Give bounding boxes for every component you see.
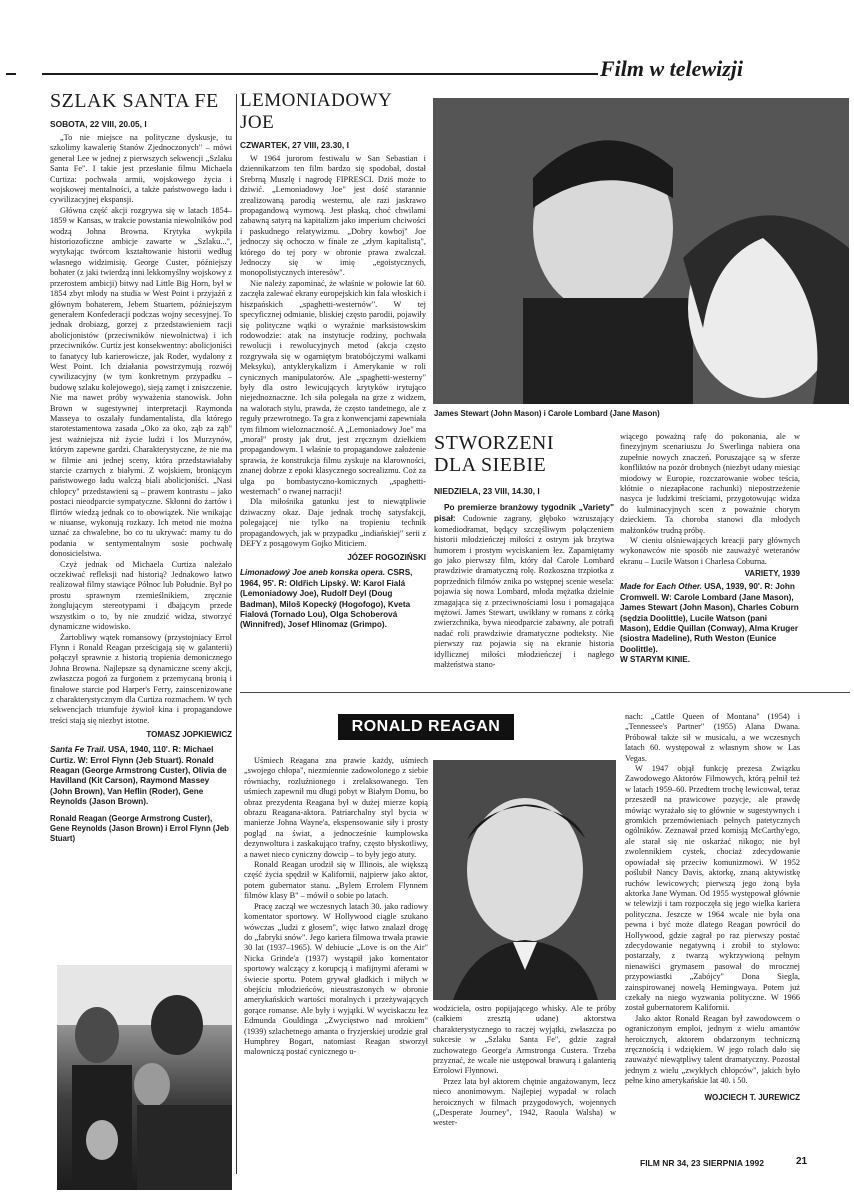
reagan-col3 [625,712,800,1102]
lemoniadowy-author: JÓZEF ROGOZIŃSKI [347,553,426,563]
section-divider [240,692,850,693]
stworzeni-paragraph: W cieniu olśniewających kreacji pary głównych wykonawców nie sposób nie zauważyć weteranów ekranu – Lucile Watson i Charlesa Coburna. [620,536,800,566]
reagan-col2 [433,1004,616,1129]
reagan-title: RONALD REAGAN [351,718,501,735]
stworzeni-paragraph: Cudownie zagrany, głęboko wzruszający komediodramat, będący szczęśliwym połączeniem historii młodzieńczej miłości z ostrym jak brzytwa humorem i prostym wyciskaniem łez. Zapamiętamy go jako pierwszy film, który dał Carole Lombard prawdziwie dramatyczną rolę. Rozkoszna trzpiotka z poprzednich filmów znika po wstępnej scenie wesela: pojawia się nowa Lombard, młoda mężatka dzielnie zmagająca się z przeciwnościami losu i pomagająca mężowi. James Stewart, uwikłany w romans z córką zwierzchnika, bywa nieodparcie zabawny, ale potrafi nadać roli prawdziwie dramatyczne podteksty. Nie pierwszy raz pojawia się na ekranie historia idyllicznej miłości młodzieńczej i nagłego małżeństwa stano- [434,514,614,670]
reagan-body-3 [625,712,800,1087]
page-number: 21 [796,1156,808,1167]
left-margin-mark [6,73,16,75]
lemoniadowy-body [240,154,426,549]
reagan-photo [433,760,616,1000]
stworzeni-credits [620,582,800,655]
lemoniadowy-date: CZWARTEK, 27 VIII, 23.30, I [240,140,349,150]
reagan-title-bar [338,714,514,740]
lemoniadowy-article [240,90,426,631]
reagan-paragraph: Uśmiech Reagana zna prawie każdy, uśmiech „swojego chłopa", niezmiennie zadowolonego z siebie równiachy, rozluźnionego i zrelaksowanego. Ten uśmiech zapewnił mu długi pobyt w Białym Domu, bo obraz prezydenta Reagana był w dużej mierze kopią obrazu Reagana-aktora. Patriarchalny styl bycia w manierze Johna Wayne'a, ekspensowanie siły i prosty pogląd na świat, a jednocześnie kumplowska dezynwoltura i zaskakująco trafny, często błyskotliwy, a nawet nieco cyniczny dowcip – to były jego atuty. [244,756,428,859]
stworzeni-body-left [434,502,614,671]
lemoniadowy-credits-text: CSRS, 1964, 95'. R: Oldřich Lipský. W: Karol Fialá (Lemoniadowy Joe), Rudolf Deyl (Doug Badman), Miloš Kopecký (Hogofogo), Kveta Fialová (Tornado Lou), Olga Schoberová (Winnifred), Josef Hlinomaz (Grimpo). [240,568,413,630]
reagan-body-1 [244,756,428,1058]
reagan-col1 [244,756,428,1058]
stworzeni-credits-title: Made for Each Other. [620,582,702,592]
stworzeni-paragraph: wiącego poważną rafę do pokonania, ale w finezyjnym scenariuszu Jo Swerlinga nabiera ona zupełnie nowych znaczeń. Poruszające są w sferze konfliktów na pozór drobnych (niezbyt udany miesiąc miodowy w Europie, rozczarowanie wobec teścia, kłótnie o niezapłacone rachunki) niepostrzeżenie nasyca je ludzkimi treściami, przygotowując widza do kulminacyjnych scen z poważnie chorym dzieckiem. Ta choroba stanowi dla młodych małżonków trudną próbę. [620,432,800,535]
stworzeni-date: NIEDZIELA, 23 VIII, 14.30, I [434,486,540,496]
stworzeni-body-right [620,432,800,666]
lemoniadowy-paragraph: W 1964 jurorom festiwalu w San Sebastian i dziennikarzom ten film bardzo się spodobał, dostał Srebrną Muszlę i nagrodę FIPRESCI. Dziś może to dziwić. „Lemoniadowy Joe" jest dość starannie zrealizowaną parodią westernu, ale razi jaskrawo propagandową wymową. Jest płaską, choć chwilami zabawną satyrą na kapitalizm jako imperium chciwości i paskudnego relatywizmu. „Dobry kowboj" Joe jednoczy się ochoczo w finale ze „złym kapitalistą", którego do tej pory w obronie prawa zwalczał. Jednoczy się w imię „egoistycznych, monopolistycznych interesów". [240,154,426,278]
szlak-paragraph: Żartobliwy wątek romansowy (przystojniacy Errol Flynn i Ronald Reagan prześcigają się w galanterii) połączył sprawnie z historią tropienia demonicznego Johna Browna. Najlepsze są dynamiczne sceny akcji, zwłaszcza pogoń za furgonem z przemycaną bronią i finałowe starcie pod Harper's Ferry, zainscenizowane z charakterystycznym dla Curtiza rozmachem. W tych sekwencjach triumfuje żywioł kina i propagandowe treści stają się niezbyt istotne. [50,632,232,725]
lemoniadowy-title: LEMONIADOWY JOE [240,90,392,133]
szlak-article [50,90,232,844]
szlak-paragraph: Czyż jednak od Michaela Curtiza należało oczekiwać refleksji nad historią? Jednakowo łatwo realizował filmy stawiące Północ lub Południe. Był po prostu sprawnym rzemieślnikiem, zręcznie żonglującym stereotypami i dbającym przede wszystkim o to, by nie znudzić widza, stworzyć dynamiczne widowisko. [50,559,232,632]
section-title: Film w telewizji [600,56,744,81]
lemoniadowy-credits-title: Limonadowý Joe aneb konska opera. [240,568,386,578]
szlak-photo [57,965,232,1190]
stworzeni-title-block [434,432,614,671]
szlak-paragraph: „To nie miejsce na polityczne dyskusje, tu szkolimy kawalerię Stanów Zjednoczonych" – mówi generał Lee w jednej z pierwszych sekwencji „Szlaku Santa Fe". I takie jest przesłanie filmu Michaela Curtiza: pochwała armii, wojskowego życia i wojskowej mentalności, a także państwowego ładu i cywilizacyjnej ekspansji. [50,133,232,205]
szlak-body [50,133,232,726]
stworzeni-credits-text: USA, 1939, 90'. R: John Cromwell. W: Carole Lombard (Jane Mason), James Stewart (John Mason), Charles Coburn (sędzia Doolittle), Lucile Watson (pani Mason), Eddie Quillan (Conway), Alma Kruger (siostra Madeline), Ruth Weston (Eunice Doolittle). [620,582,799,654]
szlak-photo-caption: Ronald Reagan (George Armstrong Custer), Gene Reynolds (Jason Brown) i Errol Flynn (Jeb Stuart) [50,813,229,843]
footer-issue: FILM NR 34, 23 SIERPNIA 1992 [640,1158,764,1168]
szlak-author: TOMASZ JOPKIEWICZ [146,730,232,740]
column-divider [236,94,237,1174]
reagan-author: WOJCIECH T. JUREWICZ [704,1092,800,1102]
lemoniadowy-paragraph: Dla miłośnika gatunku jest to niewątpliwie dziwaczny okaz. Daje jednak trochę satysfakcji, polegającej nie tylko na tropieniu technik propagandowych, jak w przypadku „indiańskiej" serii z DEFY z posągowym Gojko Miticiem. [240,497,426,549]
stworzeni-text [620,432,800,567]
szlak-paragraph: Główna część akcji rozgrywa się w latach 1854–1859 w Kansas, w trakcie powstania niewolników pod wodzą Johna Browna. Krytyka wykpiła historiozoficzne ambicje zawarte w „Szlaku...", wytykając twórcom kształtowanie historii według własnego widzimisię. George Custer, późniejszy bohater (z jaki twierdzą inni lekkomyślny wojskowy z przerostem ambicji) bitwy nad Little Big Horn, był w 1854 zbyt młody na studia w West Point i przyjaźń z głównym bohaterem, Jebem Stuartem, późniejszym generałem Konfederacji podczas wojny secesyjnej. To jednak drobiazg, gorzej z przedstawieniem racji abolicjonistów (przeciwników niewolnictwa) i ich przeciwników. Curtiz jest konsekwentny: abolicjoniści to fanatycy lub karierowicze, jak Roder, wydalony z West Point. Ich działania powstrzymują rozwój cywilizacyjny (w tym konkretnym przypadku – budowę szlaku kolejowego), sieją zamęt i zniszczenie. Nie ma nawet próby wyważenia stanowisk. John Brown w sugestywnej interpretacji Raymonda Masseya to oszalały fundamentalista, dla którego starotestamentowa zasada „Oko za oko, ząb za ząb" jest ważniejsza niż życie ludzi i los Murzynów, którym zapewne gardzi. Charakterystyczne, że nie ma w filmie ani jednej sceny, która przedstawiałaby starcie czarnych z białymi. Z wojskiem, broniącym państwowego ładu walczą biali abolicjoniści. „Nasi chłopcy" przedstawieni są – prawem kontrastu – jako postaci nieodparcie sympatyczne. Skłonni do żartów i flirtów wiedzą jednak co to obowiązek. Nie wnikając w niuanse, wykonują rozkazy. Ich metod nie można uznać za chwalebne, bo co tu ukrywać: mamy tu do podania w sentymentalnym sosie pochwałę donosicielstwa. [50,205,232,559]
lemoniadowy-credits [240,568,426,630]
szlak-credits [50,745,232,807]
reagan-body-2 [433,1004,616,1129]
reagan-paragraph: wodziciela, ostro popijającego whisky. Ale te próby (całkiem zresztą udane) aktorstwa charakterystycznego to raczej wyjątki, zwłaszcza po sukcesie w „Szlaku Santa Fe", gdzie zagrał zuchowatego George'a Armstronga Custera. Trzeba przyznać, że wcale nie ustępował brawurą i galanterią Errolowi Flynnowi. [433,1004,616,1076]
szlak-date: SOBOTA, 22 VIII, 20.05, I [50,119,147,129]
szlak-title: SZLAK SANTA FE [50,90,219,112]
reagan-paragraph: Pracę zaczął we wczesnych latach 30. jako radiowy komentator sportowy. W Hollywood ciągle szukano wówczas „ludzi z głosem", więc łatwo znalazł drogę do „fabryki snów". Jego kariera filmowa trwała prawie 30 lat (1937–1965). W debiucie „Love is on the Air" Nicka Grinde'a (1937) wystąpił jako komentator sportowy walczący z korupcją i mafijnymi aferami w świecie sportu. Potem grywał gładkich i miłych w obejściu młodzieńców, nieustraszonych w obronie amerykańskich wartości moralnych i przeżywających gorące romanse. Ale były i wyjątki. W wyciskaczu łez Edmunda Gouldinga „Zwycięstwo nad mrokiem" (1939) szlachetnego amanta o fryzjerskiej urodzie grał Humphrey Bogart, natomiast Reagan stworzył malowniczą postać cynicznego u- [244,901,428,1057]
stworzeni-photo-caption: James Stewart (John Mason) i Carole Lombard (Jane Mason) [434,409,660,418]
reagan-paragraph: Ronald Reagan urodził się w Illinois, ale większą część życia spędził w Kalifornii, najpierw jako aktor, potem gubernator stanu. „Bylem Errolem Flynnem filmów klasy B" – mówił o sobie po latach. [244,860,428,901]
stworzeni-lead: Po premierze branżowy tygodnik „Variety" pisał: [434,502,614,524]
reagan-paragraph: Jako aktor Ronald Reagan był zawodowcem o ograniczonym emploi, jednym z wielu amantów heroicznych, aktorem obdarzonym techniczną zręcznością i wdziękiem. W jego rolach dało się zauważyć niewątpliwy talent dramatyczny. Pozostał jednym z wielu „zwykłych chłopców", jakich było pełne kino amerykańskie lat 40. i 50. [625,1013,800,1086]
stworzeni-note: W STARYM KINIE. [620,655,691,665]
lemoniadowy-paragraph: Nie należy zapominać, że właśnie w połowie lat 60. zaczęła zalewać ekrany europejskich kin fala włoskich i hiszpańskich „spaghetti-westernów". W tej specyficznej odmianie, bliskiej często parodii, pojawiły się polityczne wątki o wyraźnie marksistowskim rodowodzie: atak na instytucje rodziny, pochwała rewolucji i rewolucyjnych metod (akcja często rozgrywała się w ogarniętym bratobójczymi walkami Meksyku), antyklerykalizm i Amerykanie w roli cynicznych manipulatorów. Ale „spaghetti-westerny" były dla ostro lewicujących krytyków irytująco niejednoznaczne. Ich siła polegała na grze z widzem, na walorach stylu, prawda, że często tandetnego, ale z reguły przewrotnego. Ta gra z konwencjami zapewniała tym filmom wieloznaczność. A „Lemoniadowy Joe" ma „morał" prosty jak drut, jest zręcznym dziełkiem propagandowym. I właśnie to propagandowe założenie sprawia, że konstrukcja filmu zyskuje na klarowności, znanej dobrze z epoki klasycznego socrealizmu. Coż za ulga po bombastyczno-komicznych „spaghetti-westernach" o rwanej narracji! [240,278,426,496]
reagan-paragraph: nach: „Cattle Queen of Montana" (1954) i „Tennessee's Partner" (1955) Alana Dwana. Próbował także sił w musicalu, a we wczesnych latach 60. występował z własnym show w Las Vegas. [625,712,800,763]
stworzeni-title-line1: STWORZENI [434,432,555,454]
szlak-credits-title: Santa Fe Trail. [50,745,106,755]
stworzeni-photo [433,98,849,404]
reagan-paragraph: W 1947 objął funkcję prezesa Związku Zawodowego Aktorów Filmowych, którą pełnił też w latach 1959–60. Przedtem trochę lewicował, teraz przeszedł na prawicowe pozycje, ale prawdę mówiąc wyrażało się to głównie w sugestywnych i gromkich przemówieniach pełnych patetycznych ogólników. Zeznawał przed komisją McCarthy'ego, ale starał się nie oskarżać nikogo; nie był zwolennikiem cystek, chociaż zdecydowanie opowiadał się przeciw komunizmowi. W 1952 poślubił Nancy Davis, aktorkę, znaną aktywistkę ruchów lewicowych; pierwszą jego żoną była aktorka Jane Wyman. Od 1955 występował głównie w telewizji i tam rozpoczęła się jego wielka kariera polityczna. Jeszcze w 1964 wcale nie była ona pewna i być może dlatego Reagan powrócił do Hollywood, gdzie zagrał po raz pierwszy postać zdecydowanie negatywną i zrobił to stylowo: postarzały, z twarzą wykrzywioną pełnym nienawiści grymasem pasował do mrocznej przypowiastki „Zabójcy" Dona Siegla, zainspirowanej nowelą Hemingwaya. Potem już czekały na niego wyzwania polityczne. W 1966 został gubernatorem Kalifornii. [625,764,800,1013]
reagan-paragraph: Przez lata był aktorem chętnie angażowanym, lecz nieco anonimowym. Najlepiej wypadał w rolach heroicznych w filmach przygodowych, wojennych („Desperate Journey", 1942, Raoula Walsha) w wester- [433,1076,616,1128]
header-rule [42,73,598,75]
stworzeni-author: VARIETY, 1939 [744,569,800,579]
stworzeni-title-line2: DLA SIEBIE [434,454,547,476]
szlak-credits-text: USA, 1940, 110'. R: Michael Curtiz. W: Errol Flynn (Jeb Stuart). Ronald Reagan (George Armstrong Custer), Olivia de Havilland (Kit Carson), Raymond Massey (John Brown), Van Heflin (Roder), Gene Reynolds (Jason Brown). [50,745,227,807]
